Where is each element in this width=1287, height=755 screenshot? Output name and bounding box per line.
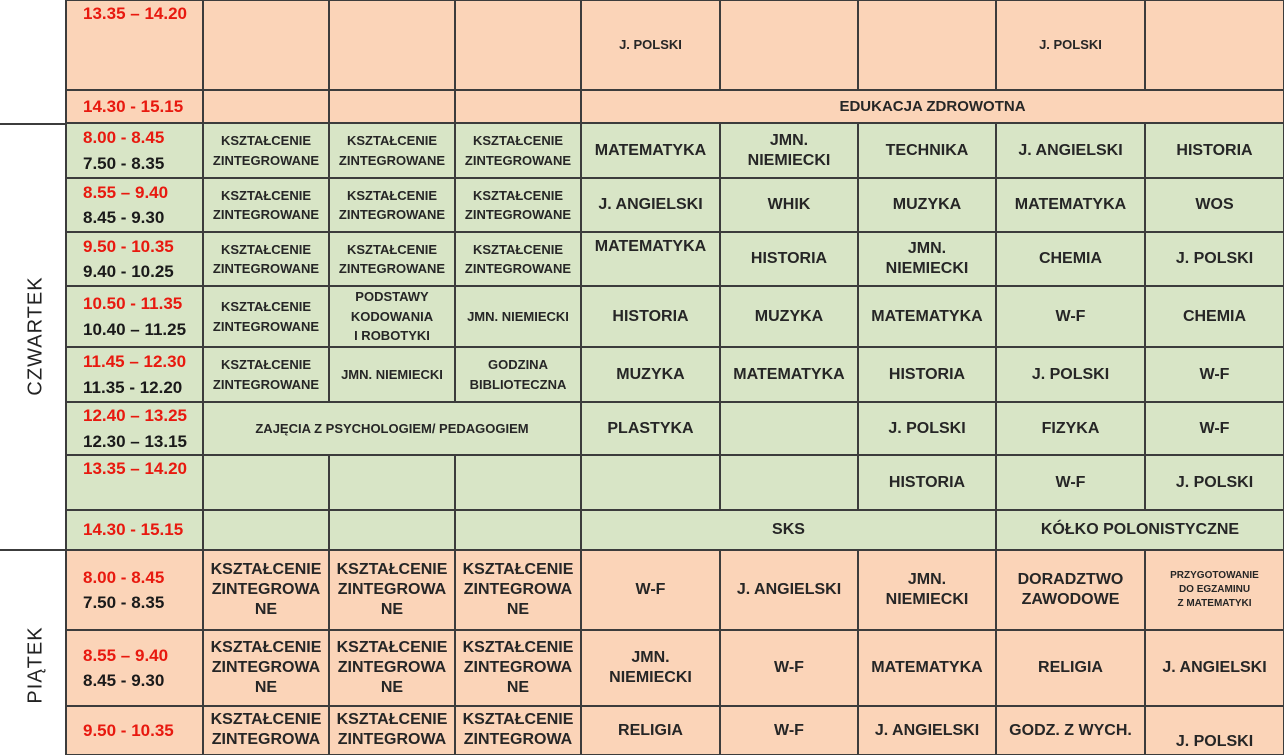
lesson-text-line: KSZTAŁCENIE xyxy=(220,187,312,203)
lesson-text-line: KSZTAŁCENIE xyxy=(210,561,322,578)
lesson-text: RELIGIA xyxy=(618,721,683,739)
lesson-text: J. POLSKI xyxy=(888,419,966,437)
lesson-text: WHIK xyxy=(767,196,811,213)
lesson-cell xyxy=(203,550,329,630)
lesson-cell xyxy=(1145,402,1284,455)
lesson-cell xyxy=(1145,286,1284,347)
lesson-text: KÓŁKO POLONISTYCZNE xyxy=(1040,521,1240,538)
lesson-text-line: KSZTAŁCENIE xyxy=(472,133,564,148)
lesson-text-line: JMN. xyxy=(631,649,670,666)
lesson-cell xyxy=(858,455,996,510)
lesson-cell xyxy=(203,347,329,402)
time-slot-alt: 9.40 - 10.25 xyxy=(83,262,174,281)
time-slot-start: 14.30 - 15.15 xyxy=(83,96,184,116)
lesson-cell xyxy=(996,550,1145,630)
lesson-text-line: JMN. xyxy=(907,240,947,257)
lesson-cell xyxy=(455,630,581,706)
lesson-text-line: KSZTAŁCENIE xyxy=(346,187,438,203)
time-slot xyxy=(66,630,203,706)
empty-cell xyxy=(720,455,858,510)
lesson-cell xyxy=(858,630,996,706)
lesson-cell xyxy=(329,630,455,706)
lesson-text: CHEMIA xyxy=(1038,250,1103,267)
lesson-text-line: ZINTEGROWA xyxy=(463,581,573,598)
lesson-text-line: NE xyxy=(380,601,404,618)
lesson-text-line: KSZTAŁCENIE xyxy=(462,639,574,656)
lesson-cell xyxy=(581,0,720,90)
empty-cell xyxy=(329,510,455,550)
lesson-text-line: ZINTEGROWA xyxy=(211,581,321,598)
lesson-cell xyxy=(581,286,720,347)
time-slot-alt: 11.35 - 12.20 xyxy=(83,377,183,397)
lesson-text: MUZYKA xyxy=(616,365,685,383)
lesson-cell xyxy=(996,0,1145,90)
lesson-cell xyxy=(581,630,720,706)
lesson-cell xyxy=(996,123,1145,178)
lesson-text-line: I ROBOTYKI xyxy=(354,328,430,344)
lesson-text-line: BIBLIOTECZNA xyxy=(469,376,567,392)
lesson-cell xyxy=(581,123,720,178)
lesson-text: J. POLSKI xyxy=(1175,250,1254,267)
lesson-cell xyxy=(329,232,455,286)
lesson-text: MATEMATYKA xyxy=(1014,196,1127,213)
lesson-text: J. ANGIELSKI xyxy=(1162,659,1267,676)
time-slot-start: 11.45 – 12.30 xyxy=(83,352,187,371)
lesson-text: J. ANGIELSKI xyxy=(598,196,703,213)
lesson-cell xyxy=(455,550,581,630)
lesson-text-line: ZINTEGROWA xyxy=(337,731,447,748)
time-slot xyxy=(66,550,203,630)
lesson-cell xyxy=(581,550,720,630)
lesson-cell xyxy=(203,402,581,455)
time-slot xyxy=(66,90,203,123)
lesson-cell xyxy=(996,178,1145,232)
lesson-cell xyxy=(581,178,720,232)
lesson-cell xyxy=(996,706,1145,755)
lesson-cell xyxy=(996,510,1284,550)
lesson-text: W-F xyxy=(1055,473,1086,491)
time-slot-alt: 10.40 – 11.25 xyxy=(83,319,187,339)
lesson-text: HISTORIA xyxy=(612,307,689,325)
lesson-text-line: NE xyxy=(254,679,278,696)
lesson-cell xyxy=(720,550,858,630)
lesson-text: J. POLSKI xyxy=(1039,37,1102,53)
lesson-text-line: PODSTAWY xyxy=(355,289,429,305)
time-slot-start: 9.50 - 10.35 xyxy=(83,236,174,256)
lesson-cell xyxy=(720,123,858,178)
time-slot-start: 13.35 – 14.20 xyxy=(83,4,187,23)
lesson-text: J. ANGIELSKI xyxy=(736,581,842,598)
empty-cell xyxy=(455,90,581,123)
lesson-text-line: NE xyxy=(380,679,404,696)
lesson-cell xyxy=(1145,706,1284,755)
lesson-text-line: ZINTEGROWA xyxy=(211,659,321,676)
lesson-text: HISTORIA xyxy=(888,365,966,383)
empty-cell xyxy=(455,455,581,510)
lesson-cell xyxy=(329,178,455,232)
time-slot-alt: 12.30 – 13.15 xyxy=(83,431,187,451)
time-slot-start: 8.55 – 9.40 xyxy=(83,182,169,202)
lesson-cell xyxy=(581,90,1284,123)
lesson-cell xyxy=(455,123,581,178)
lesson-text: W-F xyxy=(774,659,804,676)
lesson-cell xyxy=(720,232,858,286)
lesson-cell xyxy=(1145,123,1284,178)
day-separator xyxy=(0,549,66,551)
empty-cell xyxy=(329,455,455,510)
day-separator xyxy=(0,123,66,125)
lesson-text: HISTORIA xyxy=(750,250,828,267)
lesson-text-line: NIEMIECKI xyxy=(747,151,831,169)
lesson-text: MATEMATYKA xyxy=(733,365,845,383)
time-slot-alt: 7.50 - 8.35 xyxy=(83,153,165,173)
empty-cell xyxy=(329,90,455,123)
lesson-cell xyxy=(996,232,1145,286)
time-slot-alt: 8.45 - 9.30 xyxy=(83,671,165,690)
lesson-cell xyxy=(858,178,996,232)
lesson-text: J. ANGIELSKI xyxy=(1018,141,1123,159)
lesson-cell xyxy=(720,178,858,232)
lesson-text-line: ZINTEGROWA xyxy=(463,659,573,676)
lesson-text: W-F xyxy=(1055,307,1086,325)
lesson-text: HISTORIA xyxy=(1176,141,1253,159)
lesson-cell xyxy=(203,630,329,706)
time-slot xyxy=(66,455,203,510)
lesson-cell xyxy=(858,347,996,402)
lesson-cell xyxy=(1145,630,1284,706)
lesson-text: GODZ. Z WYCH. xyxy=(1009,721,1132,739)
lesson-cell xyxy=(858,232,996,286)
lesson-text-line: NIEMIECKI xyxy=(609,669,692,686)
lesson-text-line: NE xyxy=(506,679,530,696)
empty-cell xyxy=(203,90,329,123)
lesson-text-line: JMN. xyxy=(769,131,809,149)
lesson-text: CHEMIA xyxy=(1182,307,1247,325)
lesson-text-line: KSZTAŁCENIE xyxy=(220,241,312,257)
time-slot xyxy=(66,0,203,90)
empty-cell xyxy=(1145,0,1284,90)
lesson-cell xyxy=(203,232,329,286)
empty-cell xyxy=(203,0,329,90)
lesson-text: ZAJĘCIA Z PSYCHOLOGIEM/ PEDAGOGIEM xyxy=(255,420,529,436)
lesson-cell xyxy=(203,706,329,755)
lesson-text: JMN. NIEMIECKI xyxy=(341,366,443,382)
lesson-text: J. POLSKI xyxy=(1175,733,1254,750)
time-slot-start: 13.35 – 14.20 xyxy=(83,459,187,478)
empty-cell xyxy=(720,402,858,455)
lesson-cell xyxy=(455,286,581,347)
lesson-cell xyxy=(1145,232,1284,286)
empty-cell xyxy=(203,510,329,550)
time-slot-start: 8.55 – 9.40 xyxy=(83,645,169,665)
time-slot xyxy=(66,286,203,347)
lesson-cell xyxy=(858,706,996,755)
lesson-text-line: ZINTEGROWA xyxy=(211,731,321,748)
time-slot-start: 8.00 - 8.45 xyxy=(83,128,165,147)
lesson-cell xyxy=(996,455,1145,510)
lesson-cell xyxy=(455,706,581,755)
lesson-text: MATEMATYKA xyxy=(594,238,707,255)
lesson-text-line: KSZTAŁCENIE xyxy=(472,241,564,257)
lesson-text-line: ZINTEGROWANE xyxy=(338,152,446,168)
lesson-cell xyxy=(581,347,720,402)
time-slot xyxy=(66,402,203,455)
lesson-text: MUZYKA xyxy=(892,196,962,213)
lesson-cell xyxy=(720,347,858,402)
empty-cell xyxy=(455,0,581,90)
empty-cell xyxy=(203,455,329,510)
lesson-cell xyxy=(581,232,720,286)
lesson-text: MUZYKA xyxy=(754,307,824,325)
day-column xyxy=(0,0,66,755)
day-label-czwartek: CZWARTEK xyxy=(24,276,47,396)
lesson-text: W-F xyxy=(635,581,666,598)
time-slot xyxy=(66,232,203,286)
time-slot-alt: 7.50 - 8.35 xyxy=(83,593,165,612)
lesson-text-line: ZINTEGROWANE xyxy=(464,207,572,222)
lesson-text-line: KODOWANIA xyxy=(350,308,434,324)
lesson-cell xyxy=(1145,455,1284,510)
lesson-cell xyxy=(203,178,329,232)
lesson-text-line: KSZTAŁCENIE xyxy=(462,561,574,578)
empty-cell xyxy=(858,0,996,90)
lesson-cell xyxy=(455,178,581,232)
lesson-text-line: ZINTEGROWANE xyxy=(464,261,572,276)
lesson-text: W-F xyxy=(1199,419,1230,437)
lesson-cell xyxy=(720,706,858,755)
time-slot xyxy=(66,347,203,402)
lesson-text-line: ZINTEGROWANE xyxy=(464,152,572,168)
lesson-text: PLASTYKA xyxy=(607,419,694,437)
lesson-cell xyxy=(329,347,455,402)
lesson-text-line: KSZTAŁCENIE xyxy=(210,639,322,656)
lesson-cell xyxy=(996,630,1145,706)
time-slot-start: 10.50 - 11.35 xyxy=(83,294,183,313)
lesson-text-line: ZINTEGROWANE xyxy=(338,261,446,276)
lesson-text-line: KSZTAŁCENIE xyxy=(210,711,322,728)
lesson-cell xyxy=(1145,178,1284,232)
lesson-text-line: Z MATEMATYKI xyxy=(1177,598,1252,609)
lesson-text: J. ANGIELSKI xyxy=(874,721,980,739)
lesson-text: W-F xyxy=(1199,365,1230,383)
lesson-text-line: ZINTEGROWANE xyxy=(212,376,320,392)
lesson-text-line: ZINTEGROWANE xyxy=(338,207,446,222)
lesson-text: HISTORIA xyxy=(888,473,966,491)
lesson-text: MATEMATYKA xyxy=(871,307,983,325)
lesson-cell xyxy=(329,123,455,178)
lesson-text: RELIGIA xyxy=(1038,659,1103,676)
lesson-cell xyxy=(581,706,720,755)
time-slot-start: 14.30 - 15.15 xyxy=(83,520,184,540)
lesson-text: TECHNIKA xyxy=(885,141,969,159)
lesson-cell xyxy=(203,286,329,347)
lesson-text-line: GODZINA xyxy=(488,357,548,372)
lesson-cell xyxy=(996,402,1145,455)
lesson-text-line: KSZTAŁCENIE xyxy=(472,187,564,203)
lesson-text: JMN. NIEMIECKI xyxy=(467,308,569,324)
lesson-cell xyxy=(1145,347,1284,402)
empty-cell xyxy=(455,510,581,550)
lesson-cell xyxy=(996,347,1145,402)
lesson-cell xyxy=(203,123,329,178)
lesson-text: SKS xyxy=(772,521,805,538)
lesson-text: MATEMATYKA xyxy=(871,659,983,676)
lesson-text-line: DORADZTWO xyxy=(1017,571,1124,588)
lesson-cell xyxy=(858,550,996,630)
lesson-cell xyxy=(455,232,581,286)
lesson-text-line: ZINTEGROWANE xyxy=(212,261,320,276)
lesson-text-line: KSZTAŁCENIE xyxy=(462,711,574,728)
lesson-text-line: ZINTEGROWANE xyxy=(212,207,320,222)
lesson-text: FIZYKA xyxy=(1041,419,1100,437)
lesson-cell xyxy=(329,706,455,755)
lesson-text-line: NIEMIECKI xyxy=(885,591,969,608)
lesson-text-line: KSZTAŁCENIE xyxy=(346,241,438,257)
lesson-text-line: KSZTAŁCENIE xyxy=(336,561,448,578)
lesson-text-line: JMN. xyxy=(907,571,947,588)
lesson-cell xyxy=(858,286,996,347)
lesson-text: MATEMATYKA xyxy=(594,141,707,159)
day-label-piatek: PIĄTEK xyxy=(24,626,47,704)
time-slot xyxy=(66,178,203,232)
time-slot-start: 12.40 – 13.25 xyxy=(83,406,187,425)
lesson-text-line: ZINTEGROWANE xyxy=(212,152,320,168)
lesson-text-line: NE xyxy=(254,601,278,618)
lesson-cell xyxy=(1145,550,1284,630)
lesson-cell xyxy=(996,286,1145,347)
lesson-cell xyxy=(455,347,581,402)
lesson-cell xyxy=(581,402,720,455)
lesson-text-line: ZINTEGROWA xyxy=(463,731,573,748)
lesson-text-line: NIEMIECKI xyxy=(885,260,969,277)
lesson-text-line: ZAWODOWE xyxy=(1021,591,1120,608)
lesson-text-line: DO EGZAMINU xyxy=(1178,584,1251,595)
lesson-text: J. POLSKI xyxy=(1031,365,1110,383)
lesson-text: WOS xyxy=(1195,196,1234,213)
empty-cell xyxy=(329,0,455,90)
lesson-text-line: KSZTAŁCENIE xyxy=(220,299,312,314)
lesson-text-line: KSZTAŁCENIE xyxy=(220,357,312,372)
lesson-text-line: ZINTEGROWA xyxy=(337,659,447,676)
lesson-text: J. POLSKI xyxy=(1175,473,1254,491)
time-slot-start: 9.50 - 10.35 xyxy=(83,720,174,740)
lesson-text: W-F xyxy=(774,721,804,739)
lesson-cell xyxy=(858,123,996,178)
lesson-cell xyxy=(581,510,996,550)
time-slot xyxy=(66,123,203,178)
lesson-text-line: KSZTAŁCENIE xyxy=(336,711,448,728)
lesson-text-line: KSZTAŁCENIE xyxy=(220,133,312,148)
time-slot xyxy=(66,510,203,550)
lesson-text-line: KSZTAŁCENIE xyxy=(346,133,438,148)
lesson-text: J. POLSKI xyxy=(619,37,682,53)
lesson-text-line: ZINTEGROWA xyxy=(337,581,447,598)
lesson-text-line: KSZTAŁCENIE xyxy=(336,639,448,656)
lesson-cell xyxy=(720,286,858,347)
empty-cell xyxy=(581,455,720,510)
lesson-text-line: PRZYGOTOWANIE xyxy=(1170,570,1259,581)
lesson-text-line: ZINTEGROWANE xyxy=(212,318,320,334)
lesson-cell xyxy=(720,630,858,706)
lesson-cell xyxy=(858,402,996,455)
lesson-text: EDUKACJA ZDROWOTNA xyxy=(839,97,1026,115)
lesson-cell xyxy=(329,550,455,630)
time-slot-alt: 8.45 - 9.30 xyxy=(83,208,165,227)
lesson-text-line: NE xyxy=(506,601,530,618)
time-slot-start: 8.00 - 8.45 xyxy=(83,567,165,587)
lesson-cell xyxy=(329,286,455,347)
time-slot xyxy=(66,706,203,755)
empty-cell xyxy=(720,0,858,90)
